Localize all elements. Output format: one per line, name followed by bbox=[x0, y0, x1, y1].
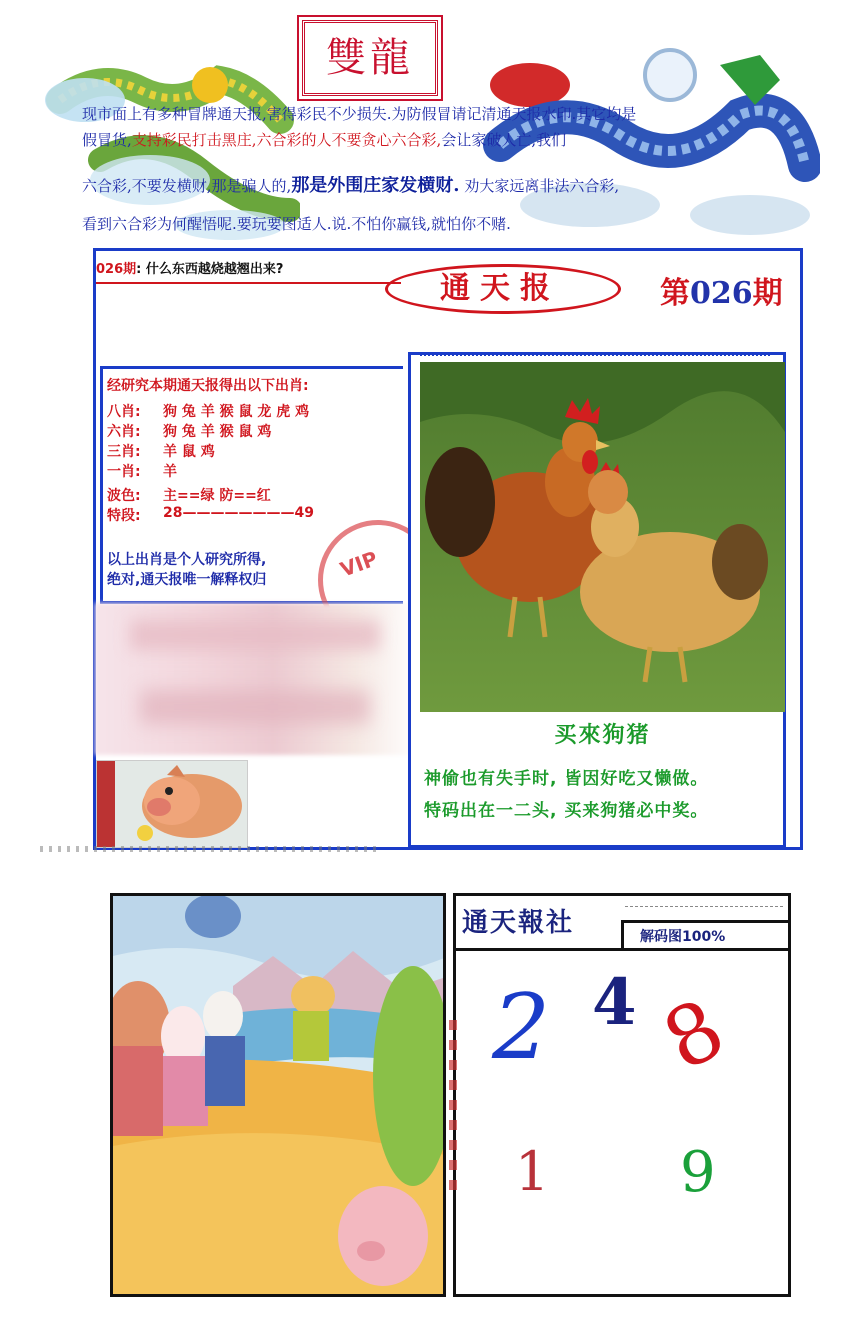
question-text: : 什么东西越烧越翘出来? bbox=[136, 262, 284, 277]
analysis-heading: 经研究本期通天报得出以下出肖: bbox=[107, 378, 309, 394]
row-label: 一肖: bbox=[107, 464, 141, 480]
cartoon-illustration bbox=[110, 893, 446, 1297]
top-banner bbox=[0, 0, 848, 250]
wave-label: 波色: bbox=[107, 488, 141, 504]
banner-title: 雙龍 bbox=[326, 35, 414, 81]
decode-panel-title: 通天報社 bbox=[462, 908, 575, 938]
dashed-edge bbox=[449, 1020, 457, 1200]
question-issue: 026期 bbox=[96, 262, 137, 277]
issue-prefix: 第 bbox=[660, 276, 690, 311]
row-values: 狗 兔 羊 猴 鼠 龙 虎 鸡 bbox=[163, 404, 310, 420]
banner-line-2 bbox=[82, 130, 822, 150]
note-line-2: 绝对,通天报唯一解释权归 bbox=[107, 572, 267, 588]
banner-line-3b: 那是外围庄家发横财. bbox=[291, 176, 460, 196]
banner-line-1: 现市面上有多种冒牌通天报,害得彩民不少损失.为防假冒请记清通天报水印.其它均是 bbox=[82, 105, 637, 123]
banner-line-2a: 假冒货, bbox=[82, 131, 132, 149]
decode-panel bbox=[453, 893, 791, 1297]
banner-line-3c: 劝大家远离非法六合彩, bbox=[459, 177, 620, 195]
issue-suffix: 期 bbox=[752, 276, 783, 311]
caption-title: 买來狗猪 bbox=[554, 723, 651, 748]
blurred-region bbox=[130, 620, 380, 650]
banner-line-2c: 会让家破人亡,我们 bbox=[441, 131, 567, 149]
code-digit: 9 bbox=[680, 1140, 716, 1205]
row-values: 羊 bbox=[163, 464, 177, 480]
code-digit: 2 bbox=[480, 975, 561, 1080]
dashed-line bbox=[625, 906, 783, 909]
issue-number bbox=[660, 268, 783, 312]
poem-line-1: 神偷也有失手时, 皆因好吃又懒做。 bbox=[424, 769, 709, 789]
code-digit: 1 bbox=[515, 1140, 550, 1203]
banner-line-3 bbox=[82, 176, 822, 196]
row-label: 六肖: bbox=[107, 424, 141, 440]
code-digit: 4 bbox=[592, 965, 637, 1040]
dotted-border bbox=[420, 354, 770, 360]
row-values: 羊 鼠 鸡 bbox=[163, 444, 215, 460]
pig-toy-image bbox=[96, 760, 248, 848]
row-label: 三肖: bbox=[107, 444, 141, 460]
special-label: 特段: bbox=[107, 508, 141, 524]
title-box bbox=[302, 20, 438, 96]
dotted-divider bbox=[40, 846, 380, 852]
issue-number-value: 026 bbox=[690, 276, 753, 311]
masthead-title: 通天报 bbox=[440, 271, 560, 306]
decode-panel-subtitle: 解码图100% bbox=[640, 929, 726, 945]
special-values: 28————————49 bbox=[163, 505, 314, 521]
rooster-hen-photo bbox=[420, 362, 785, 712]
code-digit: 8 bbox=[648, 981, 740, 1090]
stamp-text: VIP bbox=[337, 546, 381, 582]
note-line-1: 以上出肖是个人研究所得, bbox=[107, 552, 267, 568]
row-values: 狗 兔 羊 猴 鼠 鸡 bbox=[163, 424, 272, 440]
banner-line-4: 看到六合彩为何醒悟呢.要玩要图适人.说.不怕你赢钱,就怕你不赌. bbox=[82, 215, 511, 233]
row-label: 八肖: bbox=[107, 404, 141, 420]
wave-values: 主==绿 防==红 bbox=[163, 488, 271, 504]
banner-line-3a: 六合彩,不要发横财,那是骗人的, bbox=[82, 177, 292, 195]
poem-line-2: 特码出在一二头, 买来狗猪必中奖。 bbox=[424, 801, 709, 821]
blurred-region bbox=[140, 690, 370, 724]
divider bbox=[96, 282, 401, 284]
banner-line-2b: 支持彩民打击黑庄,六合彩的人不要贪心六合彩, bbox=[131, 131, 442, 149]
issue-question bbox=[96, 258, 283, 277]
